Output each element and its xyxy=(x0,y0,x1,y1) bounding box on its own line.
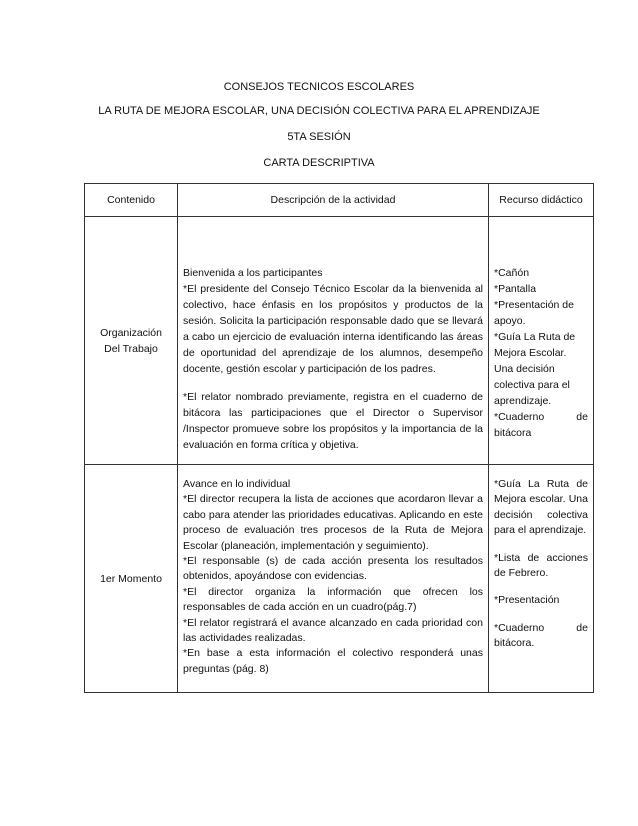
title-line-4: CARTA DESCRIPTIVA xyxy=(263,157,375,169)
descripcion-paragraph: *El relator nombrado previamente, registra en el cuaderno de bitácora las participaciones que el Director o Supervisor /Inspector promueve sobre los propósitos y la importancia de la evaluación en forma crítica y objetiva. xyxy=(183,391,483,451)
carta-descriptiva-table xyxy=(84,183,594,693)
contenido-text: 1er Momento xyxy=(100,572,162,585)
recurso-item: *Guía La Ruta de Mejora Escolar. Una decisión colectiva para el aprendizaje. xyxy=(494,331,576,407)
descripcion-paragraph: *En base a esta información el colectivo responderá unas preguntas (pág. 8) xyxy=(183,647,483,675)
recurso-cell xyxy=(489,465,594,693)
column-header-recurso: Recurso didáctico xyxy=(489,184,594,217)
descripcion-paragraph: *El director organiza la información que ofrecen los responsables de cada acción en un cuadro(pág.7) xyxy=(183,585,483,614)
recurso-item: *Presentación xyxy=(494,594,560,607)
recurso-item: *Cuaderno de bitácora. xyxy=(494,621,588,650)
table-header-row xyxy=(85,184,594,217)
recurso-item: *Presentación de apoyo. xyxy=(494,299,574,327)
descripcion-cell xyxy=(178,465,489,693)
column-header-contenido: Contenido xyxy=(85,184,178,217)
contenido-cell xyxy=(85,217,178,465)
table-row xyxy=(85,217,594,465)
recurso-item: *Cañón xyxy=(494,267,530,279)
descripcion-paragraph: *El presidente del Consejo Técnico Escolar da la bienvenida al colectivo, hace énfasis en los propósitos y productos de la sesión. Solicita la participación responsable dado que se llevará a cabo un ejercicio de evaluación interna identificando las áreas de oportunidad del aprendizaje de los alumnos, desempeño docente, gestión escolar y participación de los padres. xyxy=(183,283,483,375)
recurso-item: *Lista de acciones de Febrero. xyxy=(494,551,588,580)
recurso-item: *Guía La Ruta de Mejora escolar. Una decisión colectiva para el aprendizaje. xyxy=(494,478,588,537)
descripcion-paragraph: *El relator registrará el avance alcanzado en cada prioridad con las actividades realizadas. xyxy=(183,616,483,645)
title-line-2: LA RUTA DE MEJORA ESCOLAR, UNA DECISIÓN COLECTIVA PARA EL APRENDIZAJE xyxy=(98,105,540,117)
descripcion-heading: Bienvenida a los participantes xyxy=(183,267,323,279)
contenido-cell xyxy=(85,465,178,693)
descripcion-cell xyxy=(178,217,489,465)
descripcion-heading: Avance en lo individual xyxy=(183,478,291,490)
table-row xyxy=(85,465,594,693)
title-line-1: CONSEJOS TECNICOS ESCOLARES xyxy=(223,81,415,93)
recurso-cell xyxy=(489,217,594,465)
contenido-text: Organización xyxy=(100,326,162,339)
recurso-item: *Pantalla xyxy=(494,283,537,295)
descripcion-paragraph: *El responsable (s) de cada acción presenta los resultados obtenidos, apoyándose con evidencias. xyxy=(183,555,483,583)
descripcion-paragraph: *El director recupera la lista de acciones que acordaron llevar a cabo para atender las prioridades educativas. Aplicando en este proceso de evaluación tres procesos de la Ruta de Mejora Escolar (planeación, implementación y seguimiento). xyxy=(183,493,483,552)
title-line-3: 5TA SESIÓN xyxy=(287,131,351,143)
column-header-descripcion: Descripción de la actividad xyxy=(178,184,489,217)
recurso-item: *Cuaderno de bitácora xyxy=(494,411,588,439)
contenido-text: Del Trabajo xyxy=(104,342,158,355)
